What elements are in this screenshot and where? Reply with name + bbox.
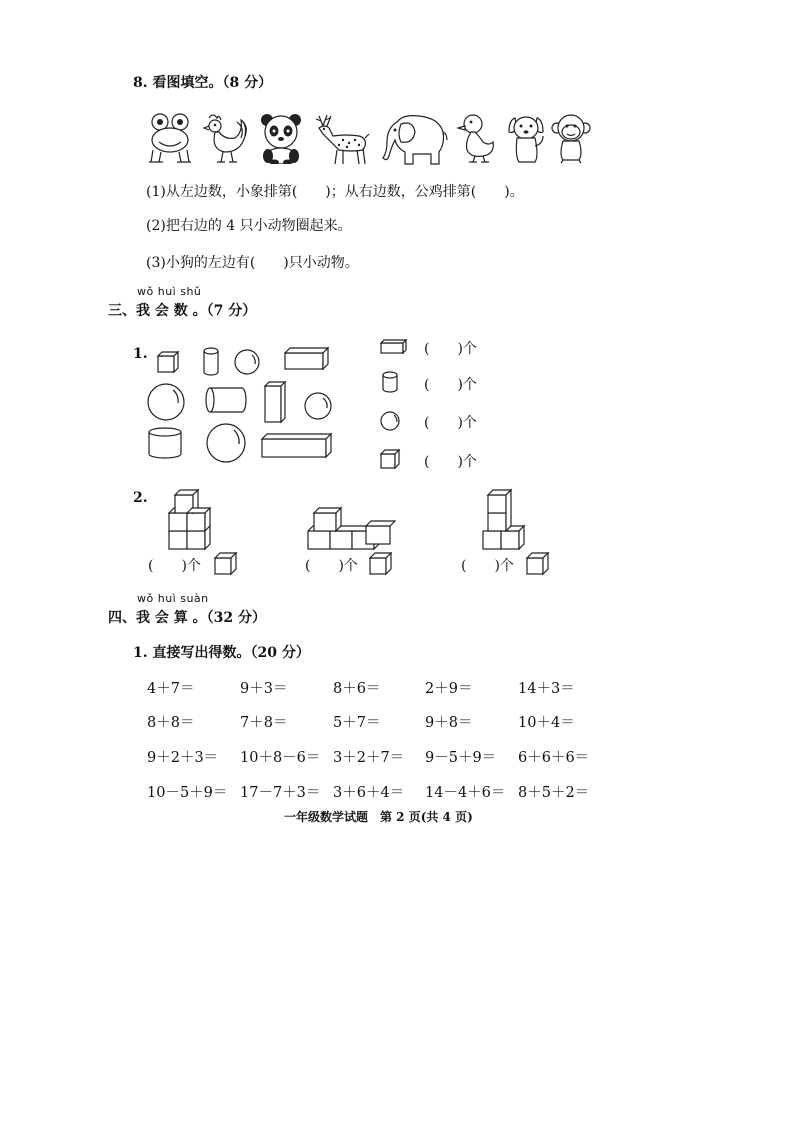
section3-title: 三、我 会 数 。（7 分）	[108, 303, 257, 319]
shapes-group	[140, 340, 340, 470]
sphere-shape	[235, 350, 259, 374]
cylinder-icon	[381, 371, 399, 393]
equation[interactable]: 10－5＋9＝	[147, 785, 228, 801]
answer-cylinder[interactable]: ( )个	[424, 377, 477, 393]
cube-stack-3	[480, 487, 536, 551]
s3-q2-label: 2.	[133, 490, 148, 506]
cube-shape	[158, 352, 178, 372]
frog-icon	[147, 112, 193, 164]
sphere-icon	[379, 409, 403, 433]
equation[interactable]: 2＋9＝	[425, 681, 473, 697]
elephant-icon	[379, 112, 449, 166]
equation[interactable]: 7＋8＝	[240, 715, 288, 731]
equation[interactable]: 8＋5＋2＝	[518, 785, 590, 801]
equation[interactable]: 5＋7＝	[333, 715, 381, 731]
sphere-shape	[148, 384, 184, 420]
equation[interactable]: 9＋8＝	[425, 715, 473, 731]
dog-icon	[505, 112, 547, 164]
equation[interactable]: 3＋6＋4＝	[333, 785, 405, 801]
page-footer: 一年级数学试题 第 2 页(共 4 页)	[284, 810, 473, 824]
equation[interactable]: 8＋8＝	[147, 715, 195, 731]
s4-q1-title: 1. 直接写出得数。（20 分）	[133, 645, 310, 661]
cube-stack-1	[165, 487, 225, 551]
equation[interactable]: 8＋6＝	[333, 681, 381, 697]
section4-title: 四、我 会 算 。（32 分）	[108, 610, 266, 626]
panda-icon	[259, 112, 303, 164]
equation[interactable]: 6＋6＋6＝	[518, 750, 590, 766]
cylinder-shape	[149, 428, 181, 458]
sphere-shape	[207, 424, 245, 462]
equation[interactable]: 9－5＋9＝	[425, 750, 497, 766]
answer-sphere[interactable]: ( )个	[424, 415, 477, 431]
rooster-icon	[201, 112, 251, 164]
s3-q1-label: 1.	[133, 346, 148, 362]
cylinder-shape	[204, 348, 218, 375]
cuboid-shape	[262, 434, 331, 457]
cube-icon	[214, 552, 238, 576]
q8-line2: (2)把右边的 4 只小动物圈起来。	[146, 218, 352, 234]
equation[interactable]: 4＋7＝	[147, 681, 195, 697]
cuboid-icon	[380, 339, 410, 355]
cube-icon	[380, 449, 402, 471]
animal-row	[145, 112, 590, 168]
duck-icon	[457, 112, 497, 164]
answer-cuboid[interactable]: ( )个	[424, 341, 477, 357]
cube-icon	[369, 552, 393, 576]
q2-answer-2[interactable]: ( )个	[305, 558, 358, 574]
q8-line3: (3)小狗的左边有( )只小动物。	[146, 255, 359, 271]
equation[interactable]: 10＋4＝	[518, 715, 575, 731]
monkey-icon	[551, 112, 591, 164]
equation[interactable]: 17－7＋3＝	[240, 785, 321, 801]
equation[interactable]: 9＋2＋3＝	[147, 750, 219, 766]
answer-cube[interactable]: ( )个	[424, 454, 477, 470]
cuboid-shape	[265, 382, 285, 422]
q2-answer-3[interactable]: ( )个	[461, 558, 514, 574]
equation[interactable]: 10＋8－6＝	[240, 750, 321, 766]
cube-icon	[526, 552, 550, 576]
q8-title: 8. 看图填空。（8 分）	[133, 75, 273, 91]
cuboid-shape	[285, 348, 328, 369]
equation[interactable]: 9＋3＝	[240, 681, 288, 697]
q2-answer-1[interactable]: ( )个	[148, 558, 201, 574]
sphere-shape	[305, 393, 331, 419]
section4-pinyin: wǒ huì suàn	[137, 592, 209, 605]
equation[interactable]: 14－4＋6＝	[425, 785, 506, 801]
cylinder-shape	[206, 388, 246, 412]
equation[interactable]: 3＋2＋7＝	[333, 750, 405, 766]
q8-line1: (1)从左边数，小象排第( )；从右边数，公鸡排第( )。	[146, 184, 524, 200]
section3-pinyin: wǒ huì shǔ	[137, 285, 202, 298]
equation[interactable]: 14＋3＝	[518, 681, 575, 697]
deer-icon	[313, 112, 371, 166]
cube-stack-2	[306, 503, 396, 551]
